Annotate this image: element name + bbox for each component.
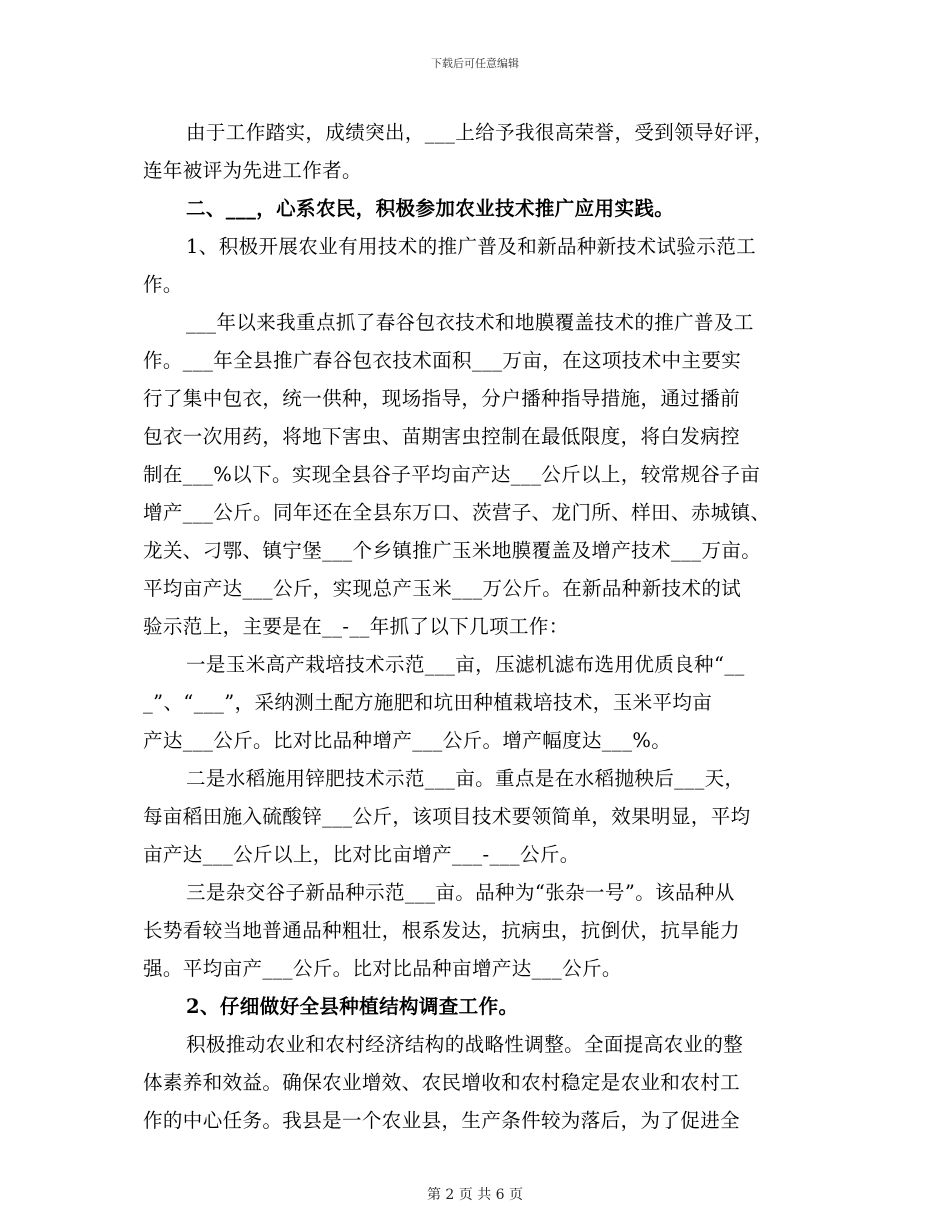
paragraph-line: 行了集中包衣，统一供种，现场指导，分户播种指导措施，通过播前 bbox=[143, 387, 741, 410]
section-heading-line: 二、___，心系农民，积极参加农业技术推广应用实践。 bbox=[186, 197, 675, 220]
paragraph-line: 1、积极开展农业有用技术的推广普及和新品种新技术试验示范工 bbox=[186, 235, 757, 258]
paragraph-line: 验示范上，主要是在__-__年抓了以下几项工作： bbox=[143, 615, 569, 638]
paragraph-line: 一是玉米高产栽培技术示范___亩，压滤机滤布选用优质良种“__ bbox=[186, 653, 745, 676]
paragraph-line: 平均亩产达___公斤，实现总产玉米___万公斤。在新品种新技术的试 bbox=[143, 577, 742, 600]
paragraph-line: 包衣一次用药，将地下害虫、苗期害虫控制在最低限度，将白发病控 bbox=[143, 425, 741, 448]
paragraph-line: 作的中心任务。我县是一个农业县，生产条件较为落后，为了促进全 bbox=[143, 1109, 741, 1132]
paragraph-line: 长势看较当地普通品种粗壮，根系发达，抗病虫，抗倒伏，抗旱能力 bbox=[143, 919, 741, 942]
paragraph-line: _”、“___”，采纳测土配方施肥和坑田种植栽培技术，玉米平均亩 bbox=[143, 691, 713, 714]
section-heading-line: 2、仔细做好全县种植结构调查工作。 bbox=[186, 995, 519, 1018]
paragraph-line: 作。 bbox=[143, 273, 183, 296]
page-header: 下载后可任意编辑 bbox=[431, 57, 519, 70]
paragraph-line: 产达___公斤。比对比品种增产___公斤。增产幅度达___%。 bbox=[143, 729, 672, 752]
paragraph-line: 增产___公斤。同年还在全县东万口、茨营子、龙门所、样田、赤城镇、 bbox=[143, 501, 771, 524]
paragraph-line: 作。___年全县推广春谷包衣技术面积___万亩，在这项技术中主要实 bbox=[143, 349, 742, 372]
document-body bbox=[143, 114, 823, 1140]
paragraph-line: 体素养和效益。确保农业增效、农民增收和农村稳定是农业和农村工 bbox=[143, 1071, 741, 1094]
page-footer: 第 2 页 共 6 页 bbox=[426, 1187, 524, 1203]
paragraph-line: 亩产达___公斤以上，比对比亩增产___-___公斤。 bbox=[143, 843, 580, 866]
paragraph-line: 强。平均亩产___公斤。比对比品种亩增产达___公斤。 bbox=[143, 957, 622, 980]
paragraph-line: 三是杂交谷子新品种示范___亩。品种为“张杂一号”。该品种从 bbox=[186, 881, 735, 904]
paragraph-line: 制在___%以下。实现全县谷子平均亩产达___公斤以上，较常规谷子亩 bbox=[143, 463, 761, 486]
paragraph-line: 龙关、刁鄂、镇宁堡___个乡镇推广玉米地膜覆盖及增产技术___万亩。 bbox=[143, 539, 762, 562]
paragraph-line: 由于工作踏实，成绩突出，___上给予我很高荣誉，受到领导好评， bbox=[186, 121, 774, 144]
paragraph-line: ___年以来我重点抓了春谷包衣技术和地膜覆盖技术的推广普及工 bbox=[186, 311, 754, 334]
paragraph-line: 连年被评为先进工作者。 bbox=[143, 159, 362, 182]
paragraph-line: 二是水稻施用锌肥技术示范___亩。重点是在水稻抛秧后___天， bbox=[186, 767, 745, 790]
paragraph-line: 每亩稻田施入硫酸锌___公斤，该项目技术要领简单，效果明显，平均 bbox=[143, 805, 751, 828]
paragraph-line: 积极推动农业和农村经济结构的战略性调整。全面提高农业的整 bbox=[186, 1033, 744, 1056]
